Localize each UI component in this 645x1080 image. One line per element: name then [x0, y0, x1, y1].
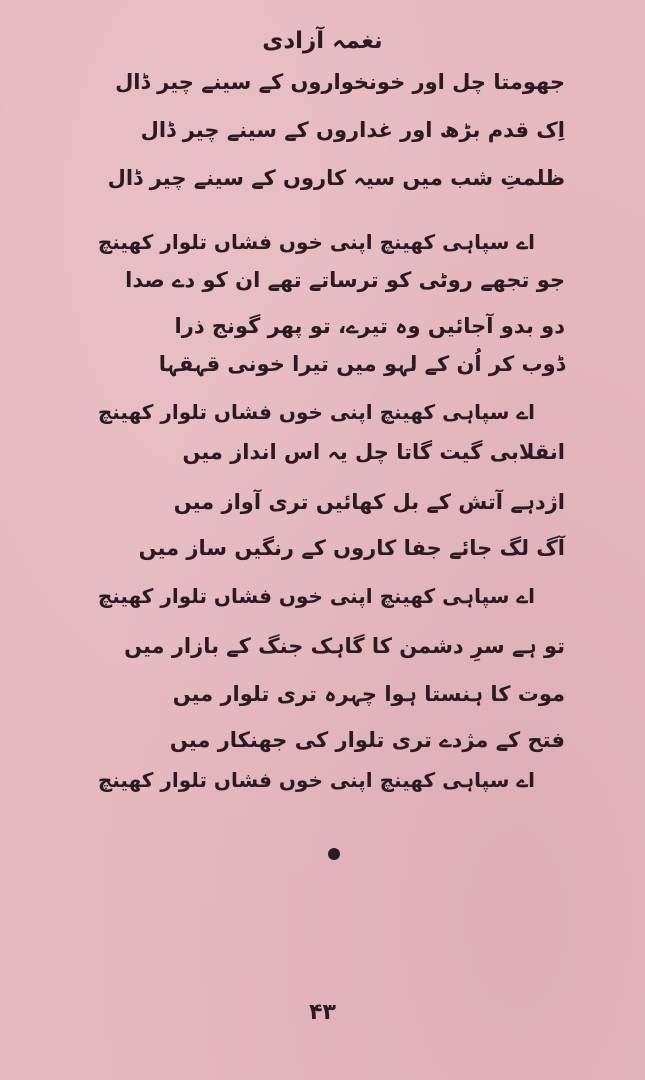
poem-title: نغمہ آزادی [262, 28, 383, 54]
poem-line-15: فتح کے مژدے تری تلوار کی جھنکار میں [169, 728, 565, 752]
poem-line-9: انقلابی گیت گاتا چل یہ اس انداز میں [182, 440, 565, 464]
poem-line-5: جو تجھے روٹی کو ترساتے تھے ان کو دے صدا [125, 268, 565, 292]
poem-refrain-4: اے سپاہی کھینچ اپنی خوں فشاں تلوار کھینچ [97, 768, 535, 792]
poem-refrain-2: اے سپاہی کھینچ اپنی خوں فشاں تلوار کھینچ [97, 400, 535, 424]
poem-line-2: اِک قدم بڑھ اور غداروں کے سینے چیر ڈال [140, 118, 565, 142]
poem-line-14: موت کا ہنستا ہوا چہرہ تری تلوار میں [172, 682, 565, 706]
poem-line-10: اژدہے آتش کے بل کھائیں تری آواز میں [173, 490, 565, 514]
poem-refrain-1: اے سپاہی کھینچ اپنی خوں فشاں تلوار کھینچ [97, 230, 535, 254]
section-end-dot [328, 848, 340, 860]
poem-line-7: ڈوب کر اُن کے لہو میں تیرا خونی قہقہا [158, 352, 565, 376]
poem-line-11: آگ لگ جائے جفا کاروں کے رنگیں ساز میں [138, 536, 565, 560]
poem-line-13: تو ہے سرِ دشمن کا گاہک جنگ کے بازار میں [124, 634, 565, 658]
poem-line-3: ظلمتِ شب میں سیہ کاروں کے سینے چیر ڈال [107, 166, 565, 190]
page-number: ۴۳ [309, 1000, 336, 1025]
poem-refrain-3: اے سپاہی کھینچ اپنی خوں فشاں تلوار کھینچ [97, 584, 535, 608]
poem-line-6: دو بدو آجائیں وہ تیرے، تو پھر گونج ذرا [174, 314, 565, 338]
poem-line-1: جھومتا چل اور خونخواروں کے سینے چیر ڈال [115, 70, 565, 94]
